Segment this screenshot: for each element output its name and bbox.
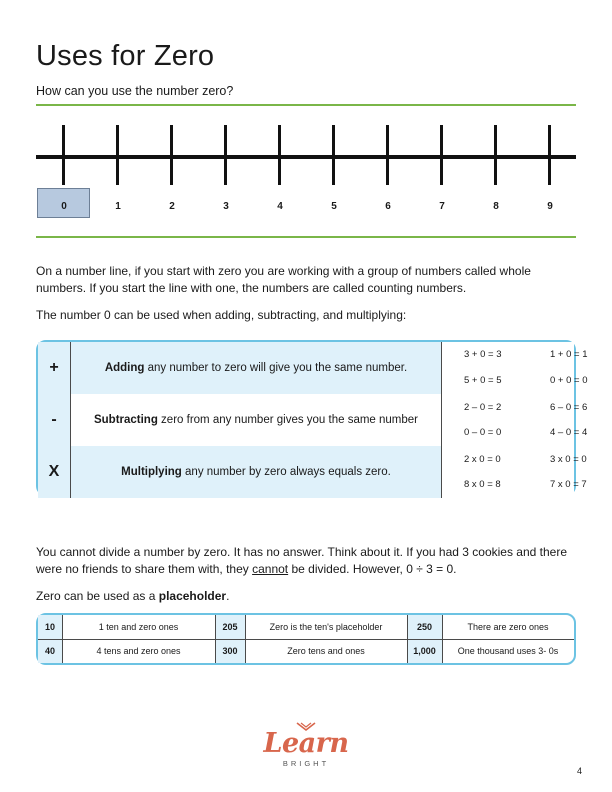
- number-label: 4: [277, 201, 283, 212]
- tick-1: [116, 125, 119, 185]
- multiplying-description: [70, 446, 442, 498]
- placeholder-term: placeholder: [158, 589, 227, 603]
- division-text-b: be divided. However, 0 ÷ 3 = 0.: [288, 562, 457, 576]
- tick-0: [62, 125, 65, 185]
- placeholder-table: [36, 613, 576, 665]
- subtracting-examples: [442, 394, 588, 446]
- operations-intro: The number 0 can be used when adding, subtracting, and multiplying:: [36, 308, 407, 322]
- example: 0 + 0 = 0: [550, 375, 588, 386]
- multiplying-examples: [442, 446, 587, 498]
- placeholder-number: 40: [38, 639, 62, 663]
- number-label: 1: [115, 201, 121, 212]
- tick-6: [386, 125, 389, 185]
- subtracting-term: Subtracting: [93, 414, 158, 426]
- example: 2 x 0 = 0: [464, 454, 501, 465]
- placeholder-description: Zero is the ten's placeholder: [269, 622, 383, 632]
- adding-term: Adding: [104, 362, 145, 374]
- placeholder-description: 1 ten and zero ones: [98, 622, 179, 632]
- row-divider: [38, 639, 574, 640]
- placeholder-intro-a: Zero can be used as a: [36, 589, 159, 603]
- subtracting-text: zero from any number gives you the same number: [157, 414, 419, 426]
- division-text-underlined: cannot: [252, 562, 289, 576]
- placeholder-number: 205: [215, 615, 245, 639]
- placeholder-number: 300: [215, 639, 245, 663]
- whole-numbers-paragraph: On a number line, if you start with zero you are working with a group of numbers called whole numbers. If you start the line with one, the numbers are called counting numbers.: [36, 264, 531, 295]
- placeholder-description: Zero tens and ones: [287, 646, 365, 656]
- tick-2: [170, 125, 173, 185]
- multiplying-text: any number by zero always equals zero.: [181, 466, 391, 478]
- tick-7: [440, 125, 443, 185]
- division-paragraph: [36, 544, 581, 578]
- number-label: 9: [547, 201, 553, 212]
- number-label: 0: [61, 201, 67, 212]
- example: 3 + 0 = 3: [464, 349, 502, 360]
- number-label: 2: [169, 201, 175, 212]
- placeholder-description: There are zero ones: [467, 622, 549, 632]
- placeholder-description: One thousand uses 3- 0s: [457, 646, 559, 656]
- bottom-divider: [36, 236, 576, 238]
- subtracting-description: [70, 394, 442, 446]
- tick-8: [494, 125, 497, 185]
- subtracting-row: [38, 394, 588, 446]
- adding-description: [70, 342, 442, 394]
- operations-table: [36, 340, 588, 496]
- column-divider: [215, 615, 216, 663]
- page-question: How can you use the number zero?: [36, 84, 234, 98]
- adding-row: [38, 342, 588, 394]
- column-divider: [62, 615, 63, 663]
- example: 3 x 0 = 0: [550, 454, 587, 465]
- column-divider: [407, 615, 408, 663]
- plus-symbol: +: [38, 342, 70, 394]
- adding-text: any number to zero will give you the same number.: [144, 362, 408, 374]
- example: 2 – 0 = 2: [464, 402, 502, 413]
- placeholder-description: 4 tens and zero ones: [96, 646, 181, 656]
- example: 6 – 0 = 6: [550, 402, 588, 413]
- page-number: 4: [577, 766, 583, 776]
- number-label: 7: [439, 201, 445, 212]
- logo-subtext: BRIGHT: [282, 759, 330, 768]
- column-divider: [245, 615, 246, 663]
- example: 5 + 0 = 5: [464, 375, 502, 386]
- placeholder-number: 250: [407, 615, 442, 639]
- number-label: 8: [493, 201, 499, 212]
- logo-word: Learn: [263, 728, 349, 759]
- page-title: Uses for Zero: [36, 40, 215, 72]
- multiplying-row: [38, 446, 587, 498]
- tick-9: [548, 125, 551, 185]
- placeholder-number: 1,000: [407, 639, 442, 663]
- placeholder-intro: [36, 588, 581, 605]
- multiplying-term: Multiplying: [121, 466, 182, 478]
- tick-4: [278, 125, 281, 185]
- placeholder-number: 10: [38, 615, 62, 639]
- placeholder-intro-c: .: [226, 589, 230, 603]
- example: 4 – 0 = 4: [550, 427, 588, 438]
- adding-examples: [442, 342, 588, 394]
- example: 7 x 0 = 7: [550, 479, 587, 490]
- number-label: 6: [385, 201, 391, 212]
- number-label: 3: [223, 201, 229, 212]
- top-divider: [36, 104, 576, 106]
- number-label: 5: [331, 201, 337, 212]
- example: 1 + 0 = 1: [550, 349, 588, 360]
- times-symbol: X: [38, 446, 70, 498]
- division-text-a: You cannot divide a number by zero. It has no answer. Think about it. If you had 3 cookies and there were no friends to share them with, they: [36, 545, 568, 576]
- minus-symbol: -: [38, 394, 70, 446]
- tick-5: [332, 125, 335, 185]
- example: 0 – 0 = 0: [464, 427, 502, 438]
- learn-bright-logo: [256, 722, 356, 768]
- column-divider: [442, 615, 443, 663]
- tick-3: [224, 125, 227, 185]
- example: 8 x 0 = 8: [464, 479, 501, 490]
